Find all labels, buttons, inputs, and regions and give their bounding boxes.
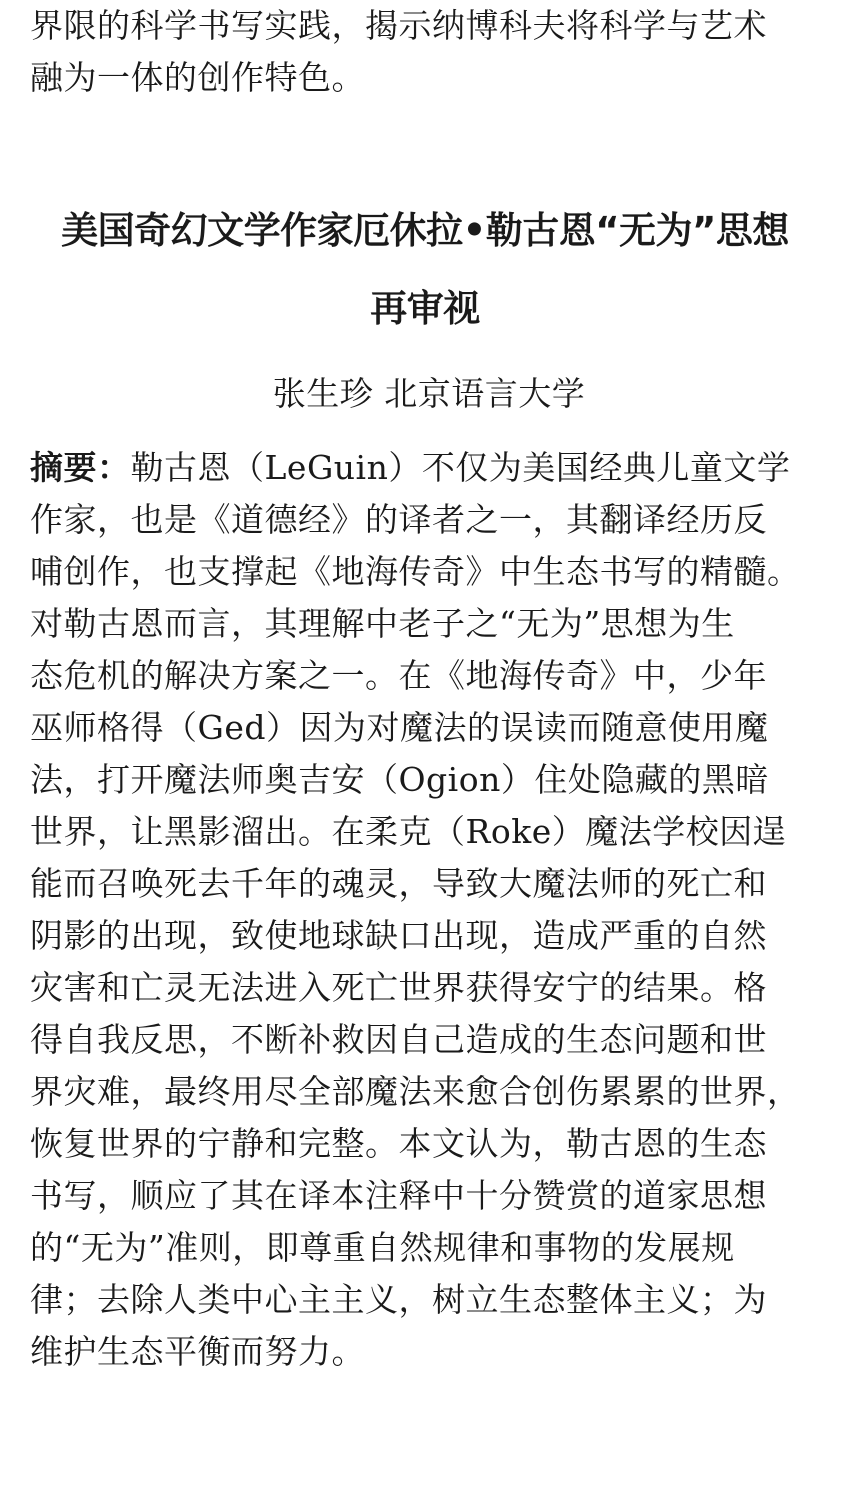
abstract-line: 律；去除人类中心主主义，树立生态整体主义；为	[30, 1280, 767, 1319]
abstract-line	[30, 442, 830, 494]
abstract-line: 的“无为”准则，即尊重自然规律和事物的发展规	[30, 1228, 735, 1267]
abstract-line: 哺创作，也支撑起《地海传奇》中生态书写的精髓。	[30, 552, 801, 591]
abstract-line: 世界，让黑影溜出。在柔克（Roke）魔法学校因逞	[30, 812, 787, 851]
abstract-line: 态危机的解决方案之一。在《地海传奇》中，少年	[30, 656, 767, 695]
abstract-line: 法，打开魔法师奥吉安（Ogion）住处隐藏的黑暗	[30, 760, 769, 799]
previous-abstract-line: 融为一体的创作特色。	[30, 58, 365, 97]
abstract-line: 得自我反思，不断补救因自己造成的生态问题和世	[30, 1020, 767, 1059]
abstract-label: 摘要：	[30, 448, 131, 487]
previous-abstract-tail	[30, 0, 830, 104]
abstract-line: 恢复世界的宁静和完整。本文认为，勒古恩的生态	[30, 1124, 767, 1163]
abstract-line: 灾害和亡灵无法进入死亡世界获得安宁的结果。格	[30, 968, 767, 1007]
abstract-line: 作家，也是《道德经》的译者之一，其翻译经历反	[30, 500, 767, 539]
abstract-line: 巫师格得（Ged）因为对魔法的误读而随意使用魔	[30, 708, 769, 747]
abstract-line: 阴影的出现，致使地球缺口出现，造成严重的自然	[30, 916, 767, 955]
abstract-line: 书写，顺应了其在译本注释中十分赞赏的道家思想	[30, 1176, 767, 1215]
abstract-line: 对勒古恩而言，其理解中老子之“无为”思想为生	[30, 604, 735, 643]
article-title-line-2: 再审视	[370, 287, 480, 330]
abstract-line: 界灾难，最终用尽全部魔法来愈合创伤累累的世界，	[30, 1072, 801, 1111]
article-author: 张生珍 北京语言大学	[272, 374, 586, 413]
previous-abstract-line: 界限的科学书写实践，揭示纳博科夫将科学与艺术	[30, 6, 767, 45]
abstract-line: 维护生态平衡而努力。	[30, 1332, 365, 1371]
article-title-line-1: 美国奇幻文学作家厄休拉•勒古恩“无为”思想	[61, 209, 789, 252]
abstract	[30, 442, 830, 1378]
abstract-line-text: 勒古恩（LeGuin）不仅为美国经典儿童文学	[130, 448, 791, 487]
abstract-line: 能而召唤死去千年的魂灵，导致大魔法师的死亡和	[30, 864, 767, 903]
